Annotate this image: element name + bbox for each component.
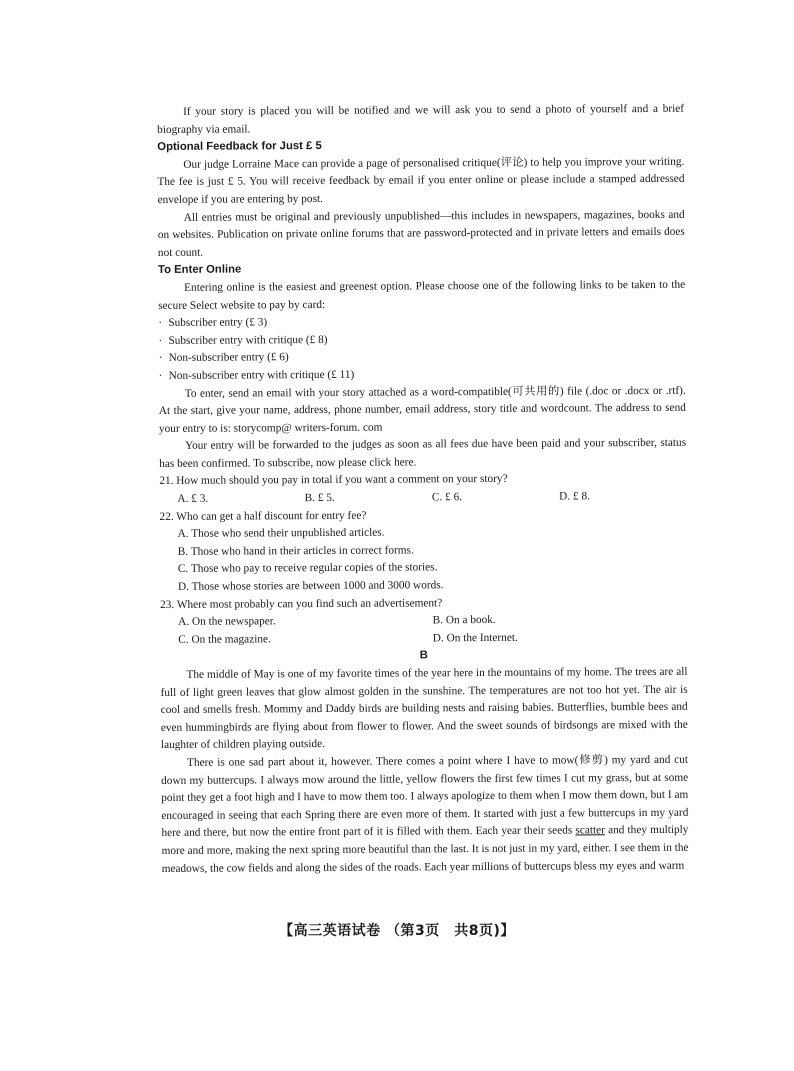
- option-b: B. On a book.: [432, 614, 496, 627]
- bullet-icon: ·: [158, 352, 163, 365]
- question-23-stem: 23. Where most probably can you find such an advertisement?: [160, 596, 443, 611]
- option-c: C. £ 6.: [431, 491, 463, 504]
- option-a: A. £ 3.: [177, 492, 209, 505]
- paragraph-forwarding: Your entry will be forwarded to the judges as soon as all fees due have been paid and your subscriber, status has been confirmed. To subscribe, now please click here.: [159, 437, 687, 470]
- list-item-label: Non-subscriber entry with critique (£ 11): [168, 368, 355, 382]
- option-c: C. Those who pay to receive regular copies of the stories.: [177, 561, 438, 576]
- paragraph-placement-notice: If your story is placed you will be notified and we will ask you to send a photo of yourself and a brief biography via email.: [157, 102, 685, 136]
- question-22-stem: 22. Who can get a half discount for entry fee?: [159, 509, 367, 523]
- paragraph-entry-rules: All entries must be original and previously unpublished—this includes in newspapers, magazines, books and on websites. Publication on private online forums that are password-protected and in private letters and emails does not count.: [157, 208, 685, 259]
- option-d: D. On the Internet.: [432, 631, 518, 645]
- bullet-icon: ·: [158, 369, 163, 382]
- paragraph-text-before: There is one sad part about it, however. There comes a point where I have to mow(修剪) my yard and cut down my buttercups. I always mow around the little, yellow flowers the first few times I cut my grass, but at some point they get a foot high and I have to mow them too. I always apologize to them when I mow them down, but I am encouraged in seeing that each Spring there are even more of them. It started with just a few buttercups in my yard here and there, but now the entire front part of it is filled with them. Each year their seeds: [161, 753, 689, 840]
- paragraph-email-instructions: To enter, send an email with your story attached as a word-compatible(可共用的) file (.doc or .docx or .rtf). At the start, give your name, address, phone number, email address, story title and wordcount. The address to send your entry to is: storycomp@ writers-forum. com: [158, 384, 686, 435]
- entry-fee-list: [158, 312, 685, 386]
- page-footer: 【高三英语试卷 （第3页 共8页)】: [279, 923, 515, 939]
- question-21-stem: 21. How much should you pay in total if you want a comment on your story?: [159, 473, 508, 488]
- bullet-icon: ·: [158, 317, 163, 330]
- option-a: A. Those who send their unpublished articles.: [177, 526, 385, 541]
- question-23-options-row2: [160, 629, 687, 650]
- option-c: C. On the magazine.: [178, 633, 271, 646]
- heading-enter-online: To Enter Online: [157, 263, 242, 277]
- list-item-label: Non-subscriber entry (£ 6): [168, 351, 289, 365]
- paragraph-enter-online: Entering online is the easiest and greenest option. Please choose one of the following links to be taken to the secure Select website to pay by card:: [158, 278, 686, 312]
- option-b: B. £ 5.: [304, 491, 335, 505]
- page-content: [157, 101, 689, 878]
- option-a: A. On the newspaper.: [178, 615, 276, 629]
- underlined-word-scatter: scatter: [575, 824, 605, 837]
- heading-optional-feedback: Optional Feedback for Just £ 5: [157, 140, 322, 154]
- paragraph-may-description: The middle of May is one of my favorite times of the year here in the mountains of my home. The trees are all full of light green leaves that glow almost golden in the sunshine. The temperatures are not too hot yet. The air is cool and smells fresh. Mommy and Daddy birds are building nests and raising babies. Butterflies, bumble bees and even hummingbirds are flying about from flower to flower. And the sweet sounds of birdsongs are mixed with the laughter of children playing outside.: [160, 665, 688, 752]
- bullet-icon: ·: [158, 334, 163, 347]
- option-d: D. £ 8.: [559, 490, 590, 503]
- paragraph-critique: Our judge Lorraine Mace can provide a page of personalised critique(评论) to help you improve your writing. The fee is just £ 5. You will receive feedback by email if you enter online or please include a stamped addressed envelope if you are entering by post.: [157, 155, 685, 206]
- list-item-label: Subscriber entry (£ 3): [168, 316, 268, 330]
- paragraph-buttercups: [161, 752, 689, 878]
- question-21-options: [159, 488, 686, 509]
- paragraph-text-after: and they multiply more and more, making the next spring more beautiful than the last. It is not just in my yard, either. I see them in the meadows, the cow fields and along the sides of the roads. Each year millions of buttercups bless my eyes and warm: [161, 824, 689, 875]
- option-d: D. Those whose stories are between 1000 and 3000 words.: [177, 579, 444, 593]
- list-item-label: Subscriber entry with critique (£ 8): [168, 333, 328, 347]
- section-b-heading: B: [419, 649, 428, 662]
- option-b: B. Those who hand in their articles in correct forms.: [177, 544, 414, 558]
